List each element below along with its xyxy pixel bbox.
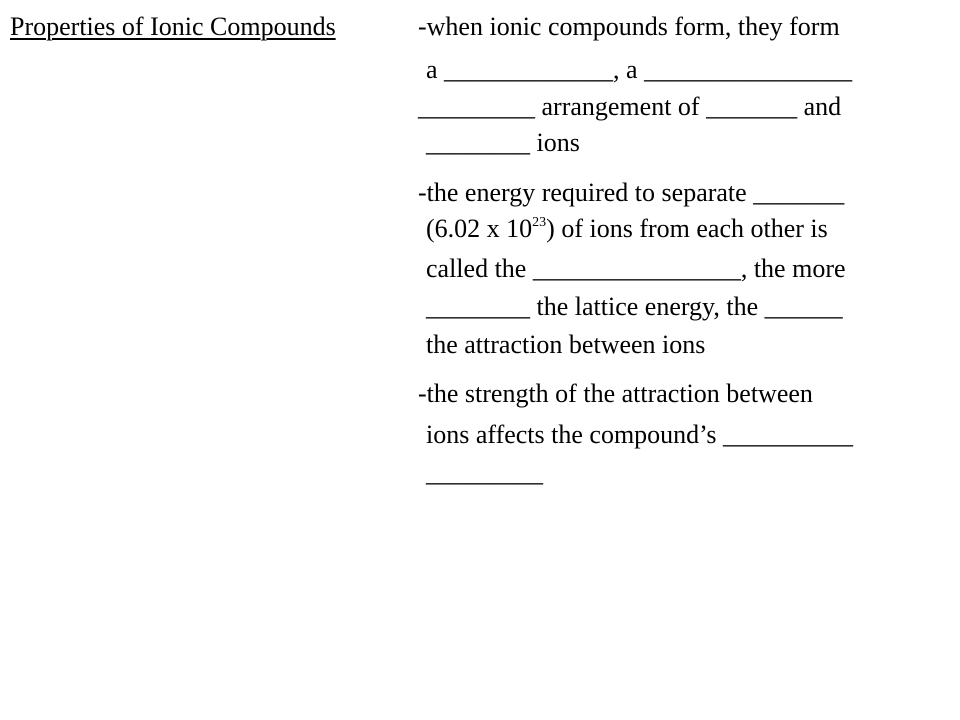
block3-line3: _________: [426, 458, 543, 487]
block1-line3: _________ arrangement of _______ and: [418, 92, 842, 121]
block1-line1: -when ionic compounds form, they form: [418, 12, 840, 41]
block2-line3: called the ________________, the more: [426, 254, 846, 283]
block2-line4: ________ the lattice energy, the ______: [426, 292, 843, 321]
block2-line2-rest: ) of ions from each other is: [546, 214, 828, 243]
exponent: 23: [532, 215, 547, 230]
block2-line5: the attraction between ions: [426, 330, 706, 359]
block2-line2-text: (6.02 x 10: [426, 214, 533, 243]
block2-line1: -the energy required to separate _______: [418, 178, 845, 207]
block3-line2: ions affects the compound’s __________: [426, 420, 854, 449]
block1-line2: a _____________, a ________________: [426, 55, 853, 84]
block2-line2: [426, 214, 828, 244]
slide-title: Properties of Ionic Compounds: [10, 12, 336, 41]
block1-line4: ________ ions: [426, 128, 580, 157]
block3-line1: -the strength of the attraction between: [418, 379, 813, 408]
